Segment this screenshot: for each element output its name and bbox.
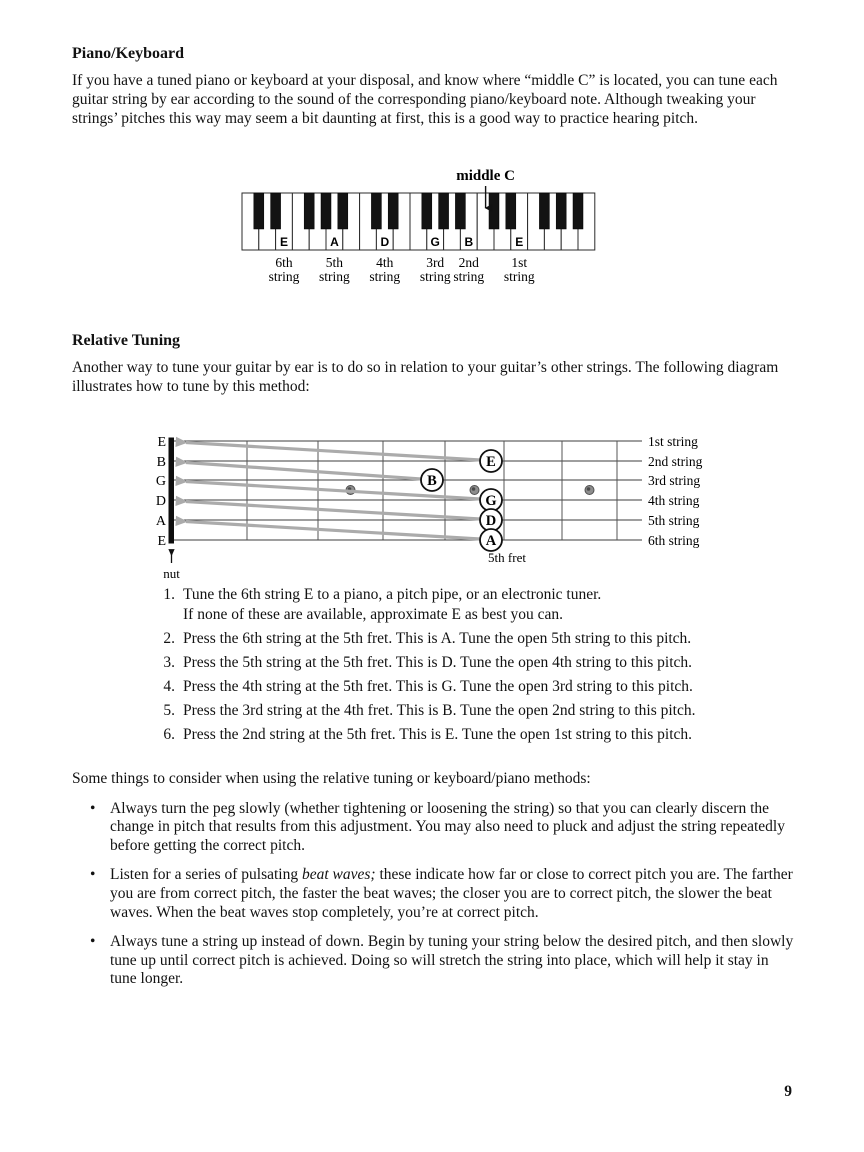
string-name-label: 4th string [648, 492, 700, 508]
tuning-arrow [186, 443, 480, 461]
tuning-steps-list [158, 585, 798, 749]
black-key [455, 193, 465, 229]
position-dot-core [472, 487, 476, 491]
considerations-intro: Some things to consider when using the relative tuning or keyboard/piano methods: [72, 770, 591, 787]
key-note-letter: G [430, 235, 440, 249]
black-key [371, 193, 381, 229]
string-number-label: 3rd [426, 255, 445, 270]
considerations-section [72, 770, 794, 989]
open-string-note: E [157, 533, 166, 549]
black-key [573, 193, 583, 229]
open-string-note: B [156, 454, 166, 470]
black-key [271, 193, 281, 229]
open-string-note: D [155, 493, 166, 509]
string-word-label: string [319, 269, 350, 284]
fretted-note-letter: A [485, 533, 497, 549]
tuning-step [158, 701, 798, 721]
black-key [422, 193, 432, 229]
step-text [183, 629, 691, 649]
string-number-label: 5th [325, 255, 344, 270]
page-number: 9 [784, 1083, 792, 1100]
tuning-arrow [186, 463, 421, 480]
step-line: Press the 2nd string at the 5th fret. This is E. Tune the open 1st string to this pitch. [183, 725, 693, 743]
string-word-label: string [453, 269, 485, 284]
string-name-label: 5th string [648, 512, 700, 528]
string-word-label: string [369, 269, 401, 284]
tuning-step [158, 677, 798, 697]
tuning-step [158, 653, 798, 673]
step-line: If none of these are available, approximate E as best you can. [183, 605, 564, 623]
step-number: 6. [163, 725, 175, 743]
black-key [254, 193, 264, 229]
step-text [183, 677, 693, 697]
black-key [304, 193, 314, 229]
piano-keyboard-diagram [240, 158, 600, 290]
fretted-note-letter: B [427, 473, 437, 489]
step-number: 5. [163, 701, 175, 719]
piano-keyboard-paragraph: If you have a tuned piano or keyboard at your disposal, and know where “middle C” is located, you can tune each guitar string by ear according to the sound of the corresponding piano/keyboard note. Although tweaking your strings’ pitches this way may seem a bit daunting at first, this is a good way to practice hearing pitch. [72, 72, 778, 127]
step-text [183, 725, 692, 745]
black-key [506, 193, 516, 229]
consideration-bullet [72, 800, 794, 856]
consideration-bullet [72, 933, 794, 989]
step-number: 1. [163, 586, 175, 603]
string-number-label: 4th [376, 255, 394, 270]
step-number: 4. [163, 677, 175, 695]
string-number-label: 1st [511, 255, 528, 270]
fretboard-diagram [130, 430, 710, 588]
relative-tuning-heading: Relative Tuning [72, 332, 181, 349]
position-dot-core [587, 487, 591, 491]
black-key [439, 193, 449, 229]
bullet-text: Listen for a series of pulsating beat waves; these indicate how far or close to correct pitch you are. The farther you are from correct pitch, the faster the beat waves; the closer you are to correct pitch, the slower the beat waves. When the beat waves stop completely, you’re at correct pitch. [110, 866, 793, 921]
tuning-step [158, 585, 798, 624]
string-word-label: string [419, 269, 451, 284]
key-note-letter: E [515, 235, 524, 249]
tuning-arrow [186, 522, 480, 540]
black-key [556, 193, 566, 229]
string-number-label: 6th [275, 255, 293, 270]
consideration-bullet [72, 866, 794, 922]
piano-keyboard-heading: Piano/Keyboard [72, 45, 185, 62]
step-number: 2. [163, 629, 175, 647]
fretted-note-letter: D [485, 513, 497, 529]
step-text [183, 701, 695, 721]
key-note-letter: D [380, 235, 390, 249]
string-name-label: 2nd string [648, 453, 703, 469]
step-text [183, 585, 601, 624]
black-key [321, 193, 331, 229]
string-word-label: string [503, 269, 535, 284]
key-note-letter: E [279, 235, 289, 249]
black-key [338, 193, 348, 229]
step-number: 3. [163, 653, 175, 671]
fifth-fret-label: 5th fret [488, 550, 526, 565]
fretted-note-letter: E [486, 454, 496, 470]
relative-tuning-paragraph: Another way to tune your guitar by ear is to do so in relation to your guitar’s other strings. The following diagram illustrates how to tune by this method: [72, 359, 779, 395]
bullet-glyph: • [90, 799, 96, 817]
nut-bar [169, 438, 175, 544]
bullet-text: Always tune a string up instead of down. Begin by tuning your string below the desired pitch, and then slowly tune up until correct pitch is achieved. Doing so will stretch the string into place, which will help it stay in tune longer. [110, 933, 794, 988]
italic-phrase: beat waves; [301, 866, 376, 884]
open-string-note: A [155, 513, 166, 529]
tuning-step [158, 629, 798, 649]
key-note-letter: A [330, 235, 339, 249]
string-number-label: 2nd [458, 255, 479, 270]
black-key [388, 193, 398, 229]
tuning-step [158, 725, 798, 745]
string-word-label: string [268, 269, 300, 284]
middle-c-label: middle C [456, 168, 515, 184]
step-text [183, 653, 692, 673]
step-line: Press the 5th string at the 5th fret. This is D. Tune the open 4th string to this pitch. [183, 653, 693, 671]
open-string-note: G [155, 473, 166, 489]
string-name-label: 6th string [648, 532, 700, 548]
string-name-label: 1st string [648, 433, 698, 449]
step-line: Press the 6th string at the 5th fret. This is A. Tune the open 5th string to this pitch. [183, 629, 692, 647]
key-note-letter: B [464, 235, 474, 249]
black-key [489, 193, 499, 229]
considerations-bullets [72, 800, 794, 989]
string-name-label: 3rd string [648, 472, 701, 488]
bullet-text: Always turn the peg slowly (whether tightening or loosening the string) so that you can clearly discern the change in pitch that results from this adjustment. You may also need to pluck and adjust the string repeatedly before getting the correct pitch. [110, 799, 785, 854]
step-line: Press the 3rd string at the 4th fret. This is B. Tune the open 2nd string to this pitch. [183, 701, 696, 719]
nut-label: nut [163, 566, 180, 581]
fretted-note-letter: G [485, 493, 497, 509]
step-line: Tune the 6th string E to a piano, a pitch pipe, or an electronic tuner. [183, 586, 602, 603]
tuning-arrow [186, 502, 480, 520]
open-string-note: E [157, 434, 166, 450]
bullet-glyph: • [90, 866, 96, 884]
step-line: Press the 4th string at the 5th fret. This is G. Tune the open 3rd string to this pitch. [183, 677, 693, 695]
bullet-glyph: • [90, 933, 96, 951]
black-key [539, 193, 549, 229]
